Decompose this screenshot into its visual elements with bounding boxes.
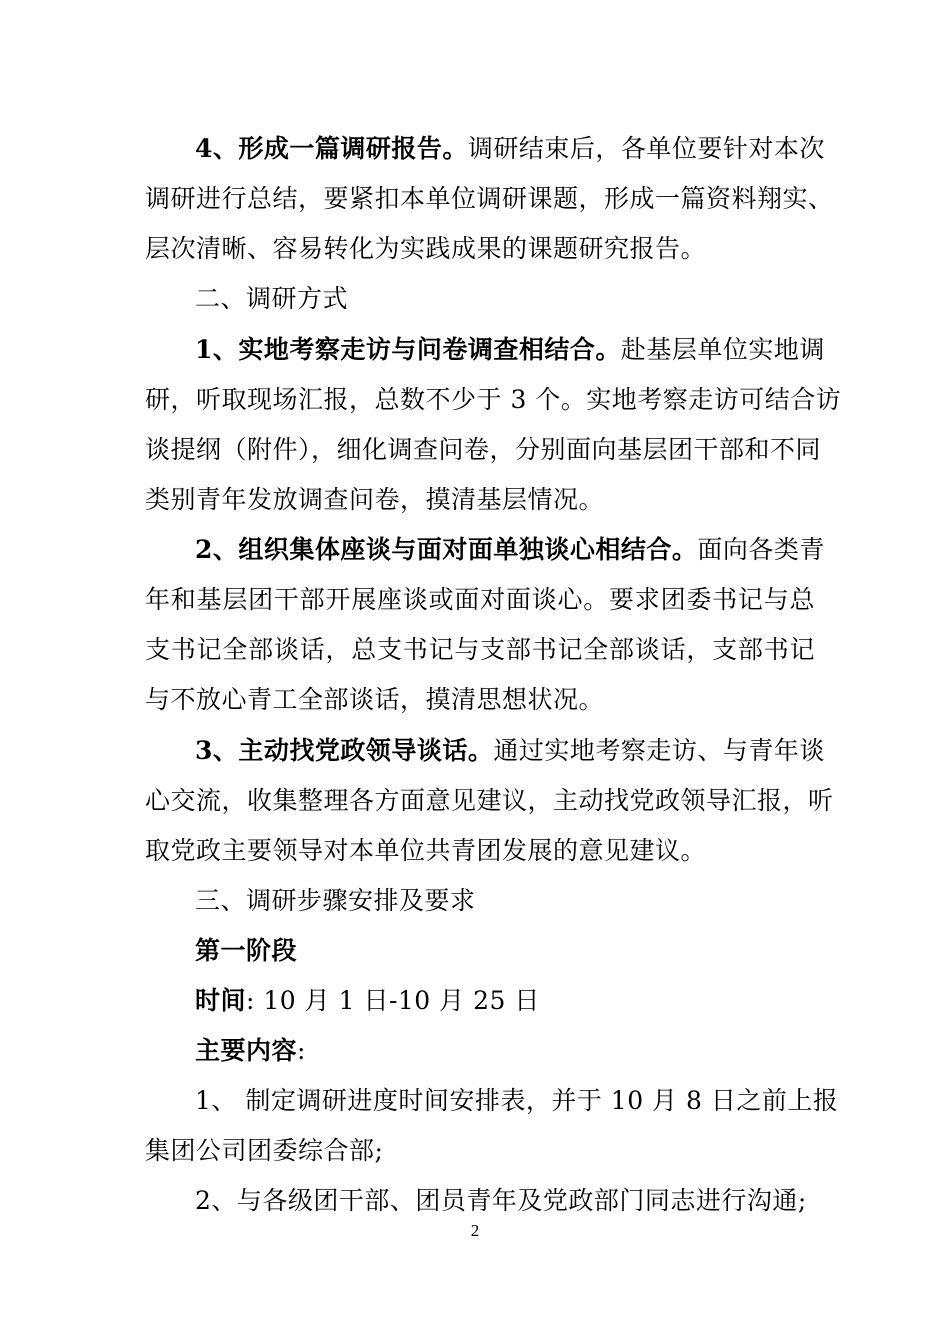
paragraph-2-line-4: 与不放心青工全部谈话，摸清思想状况。 <box>145 685 605 714</box>
paragraph-2-line-1 <box>195 532 825 568</box>
content-line <box>195 1033 815 1069</box>
paragraph-3-line-2: 心交流，收集整理各方面意见建议，主动找党政领导汇报，听 <box>145 786 834 815</box>
paragraph-1-line-4: 类别青年发放调查问卷，摸清基层情况。 <box>145 485 605 514</box>
time-line <box>195 983 815 1019</box>
page-number: 2 <box>470 1221 480 1240</box>
stage-heading: 第一阶段 <box>195 936 298 965</box>
paragraph-1-heading: 1、实地考察走访与问卷调查相结合。 <box>195 335 621 364</box>
paragraph-4-line-3: 层次清晰、容易转化为实践成果的课题研究报告。 <box>145 234 707 263</box>
content-colon: : <box>297 1036 306 1065</box>
paragraph-3-heading: 3、主动找党政领导谈话。 <box>195 736 494 765</box>
paragraph-2-line-3: 支书记全部谈话，总支书记与支部书记全部谈话，支部书记 <box>145 635 815 664</box>
paragraph-1-line-3: 谈提纲（附件），细化调查问卷，分别面向基层团干部和不同 <box>145 435 822 464</box>
paragraph-4-text: 调研结束后，各单位要针对本次 <box>467 134 825 163</box>
time-value: : 10 月 1 日-10 月 25 日 <box>246 986 540 1015</box>
paragraph-4-line-1 <box>195 131 825 167</box>
paragraph-1-line-1 <box>195 332 825 368</box>
item-2-line: 2、与各级团干部、团员青年及党政部门同志进行沟通; <box>195 1186 807 1215</box>
time-label: 时间 <box>195 986 247 1015</box>
paragraph-2-heading: 2、组织集体座谈与面对面单独谈心相结合。 <box>195 535 698 564</box>
section-heading-methods: 二、调研方式 <box>195 284 349 313</box>
item-1-line-1: 1、 制定调研进度时间安排表，并于 10 月 8 日之前上报 <box>195 1086 839 1115</box>
paragraph-4-heading: 4、形成一篇调研报告。 <box>195 134 468 163</box>
section-heading-steps: 三、调研步骤安排及要求 <box>195 886 476 915</box>
paragraph-1-line-2: 研，听取现场汇报，总数不少于 3 个。实地考察走访可结合访 <box>145 385 842 414</box>
paragraph-3-text: 通过实地考察走访、与青年谈 <box>493 736 825 765</box>
content-label: 主要内容 <box>195 1036 298 1065</box>
item-1-line-2: 集团公司团委综合部; <box>145 1136 384 1165</box>
paragraph-4-line-2: 调研进行总结，要紧扣本单位调研课题，形成一篇资料翔实、 <box>145 184 834 213</box>
paragraph-1-text: 赴基层单位实地调 <box>620 335 825 364</box>
paragraph-2-line-2: 年和基层团干部开展座谈或面对面谈心。要求团委书记与总 <box>145 585 815 614</box>
paragraph-2-text: 面向各类青 <box>697 535 825 564</box>
paragraph-3-line-1 <box>195 733 825 769</box>
paragraph-3-line-3: 取党政主要领导对本单位共青团发展的意见建议。 <box>145 836 707 865</box>
